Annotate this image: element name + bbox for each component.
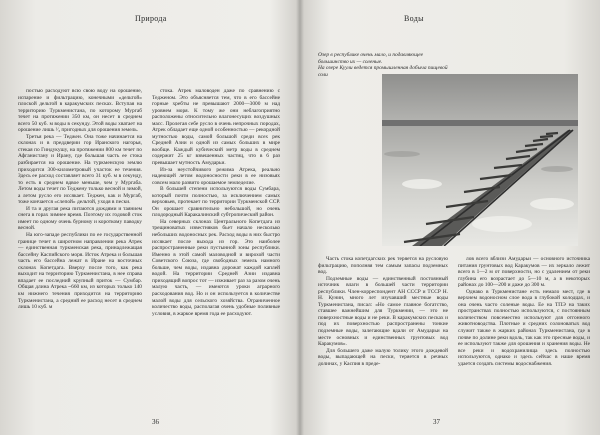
caption-line: На озере Куули ведется промышленная добыча пищевой соли	[318, 65, 448, 78]
paragraph: Из-за неустойчивого режима Атрека, реально надеющей летом водоносности реки в ее низовьях совсем мало развито орошаемое земледелие.	[152, 166, 280, 186]
left-page-number: 36	[152, 418, 159, 426]
right-running-head: Воды	[404, 14, 424, 23]
book-gutter	[296, 0, 304, 435]
paragraph: Часть стока копетдагских рек теряется на русловую фильтрацию, пополняя тем самым запасы подземных вод.	[318, 256, 448, 276]
paragraph: На юго-западе республики по ее государственной границе течет в широтном направлении река Атрек — единственная туркменская река, принадлежащая бассейну Каспийского моря. Исток Атрека и большая часть его бассейна лежат в Иране на восточных склонах Копетдага. Вверху после того, как река выходит на территорию Туркменистана, в нее справа впадает ее последний крупный приток — Сумбар. Общая длина Атрека ~660 км, из которых только 140 км нижнего течения приходится на территорию Туркменистана, а средний ее расход несет в среднем лишь 10 куб. м	[18, 232, 142, 311]
paragraph: постью расходуют всю свою воду на орошение, испарение и фильтрацию, конечными «дельтой» плоской дельтой в каракумских песках. Вступая на территорию Туркменистана, по которому Мургаб течет на протяжении 350 км, он несет в среднем всего 50 куб. м воды в секунду. Этой воды хватает на орошение лишь ¹⁄₃ пригодных для орошения земель.	[18, 88, 142, 134]
paragraph: лов всего вблизи Амударьи — основного источника питания грунтовых вод Каракумов — их зеркало лежит всего в 1—2 м от поверхности, но с удалением от реки глубина его возрастает до 5—10 м, а в некоторых районах до 100—200 и даже до 300 м.	[458, 256, 590, 289]
caption-line: Озер в республике очень мало, и подавляющее большинство их — соленые.	[318, 52, 424, 65]
paragraph: Для большего даже малую толику этого дождевой воды, выпадающей на пески, теряется в речных долинах, у Каспия в преде-	[318, 347, 448, 367]
salt-lake-railway-illustration	[382, 74, 578, 246]
paragraph: В большей степени используются воды Сумбара, который почти полностью, за исключением самых верховьев, протекает по территории Туркменской ССР. Он орошает сравнительно небольшой, но очень плодородный Каракалинский субтропический район.	[152, 186, 280, 219]
salt-lake-photo	[382, 74, 578, 246]
left-page-column-2	[152, 88, 280, 408]
right-page-column-2	[458, 256, 590, 411]
paragraph: Однако в Туркменистане есть немало мест, где в верхнем водоносном слое вода в глубокой колодцах, и она очень часто соленые воды. Ее на ТПЭ на таких пространствах полностью используются, с постоянным количеством повсеместно используют для отгонного животноводства. Плотные и средних солоноватых вод служит также в жарких районах Туркменистана, где в почве по долине реки вдоль, так как это пресные воды, и ее используют также для орошения и хранения воды. Не все реки и водохранилища здесь полностью используются, однако и здесь сейчас в наше время удается создать системы водоснабжения.	[458, 288, 590, 367]
paragraph: Третья река — Теджен. Она тоже начинается на склонах и в преддверии гор Иранского нагорья, стекая по Гиндукушу, на протяжении 800 км течет по Афганистану и Ирану, где большая часть ее стока разбирается на орошение. На туркменскую землю приходится 300-километровый участок ее течения. Здесь ее расход составляет всего 31 куб. м в секунду, то есть в среднем вдвое меньше, чем у Мургаба. Летом воды течет по Теджену только весной и зимой, а летом русло его иссякает. Теджен, как и Мургаб, тоже кончается «слепой» дельтой, уходя в пески.	[18, 133, 142, 206]
right-page-number: 37	[433, 418, 440, 426]
paragraph: стока. Атрек маловоден даже по сравнению с Тедженом. Это объясняется тем, что в его бассейне горные хребты не превышают 2000—3000 м над уровнем моря. К тому же они неблагоприятно расположены относительно влагонесущих воздушных масс. Пролегая себе русло в очень непрочных породах, Атрек обладает еще одной особенностью — рекордной мутностью воды, самой большой среди всех рек Средней Азии и одной из самых больших в мире вообще. Каждый кубический метр воды в среднем содержит 25 кг взвешенных частиц, что в 6 раз превышает мутность Амударьи.	[152, 88, 280, 167]
paragraph: Подземные воды — единственный постоянный источник влаги в большей части территории республики. Член-корреспондент АН СССР и ТССР Н. Н. Кунин, много лет изучавший местные воды Туркменистана, писал: «Но самое главное богатство, ставшее важнейшим для Туркмении, — это не поверхностные воды и не реки. В каракумских песках и под их поверхностью распространены тонкие подземные воды, залегающие вдали от Амударьи на месте основных и единственных грунтовых вод Каракумов».	[318, 275, 448, 348]
paragraph: На северных склонах Центрального Копетдага из трещиноватых известняков бьет начало несколько небольших водоносных рек. Расход воды в них быстро иссякает после выхода из гор. Это наиболее распространенные реки пустынной зоны республики. Именно в этой самой маловодной и вирохой части Советского Союза, где свободных земель намного больше, чем воды, издавна дорожат каждой каплей водой. На территории Средней Азии издавна приходящий вопрос тот — изживает раз за разом очень малую часть, — имеются уроки аграрного расходования вод. Но и он используется в количестве малой воды для сельского хозяйства. Ограниченное количество воды, располагая очень удобные поливные условия, в жаркое время года ее расходуют.	[152, 218, 280, 317]
paragraph: И та и другая река питаются дождями и таянием снега в горах зимнее время. Поэтому их годовой сток имеет по одному очень бурному и короткому паводку весной.	[18, 205, 142, 232]
right-page-column-1	[318, 256, 448, 411]
left-running-head: Природа	[135, 14, 167, 23]
left-page-column-1	[18, 88, 142, 408]
